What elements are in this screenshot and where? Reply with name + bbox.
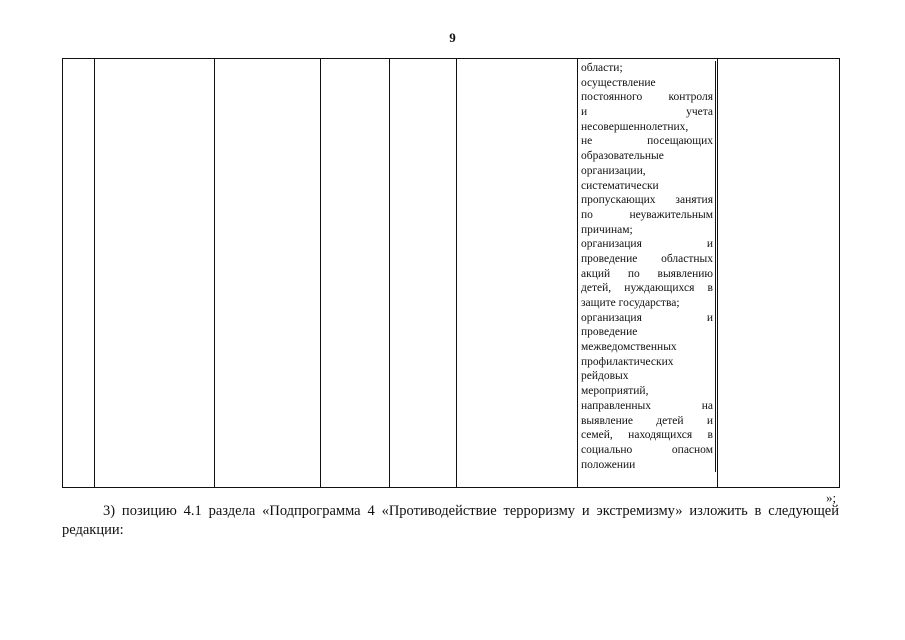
cell-text-line: детей, нуждающихся в bbox=[581, 282, 713, 295]
cell-text-line: выявление детей и bbox=[581, 414, 713, 427]
cell-text-line: направленных на bbox=[581, 399, 713, 412]
cell-text-line: не посещающих bbox=[581, 135, 713, 148]
cell-text-line: профилактических bbox=[581, 355, 674, 368]
cell-text-line: и учета bbox=[581, 106, 713, 119]
activities-text bbox=[578, 61, 716, 472]
cell-text-line: защите государства; bbox=[581, 297, 680, 309]
cell-text-line: по неуважительным bbox=[581, 208, 713, 221]
cell-text-line: организация и bbox=[581, 311, 713, 324]
cell-text-line: постоянного контроля bbox=[581, 91, 713, 104]
cell-text-line: организация и bbox=[581, 238, 713, 251]
cell-text-line: организации, bbox=[581, 164, 646, 177]
cell-text-line: проведение областных bbox=[581, 252, 713, 265]
page-number: 9 bbox=[449, 30, 456, 45]
cell-text-line: проведение bbox=[581, 326, 638, 339]
cell-text-line: акций по выявлению bbox=[581, 267, 713, 280]
cell-text-line: несовершеннолетних, bbox=[581, 120, 689, 133]
amendment-paragraph bbox=[62, 502, 839, 540]
cell-text-line: семей, находящихся в bbox=[581, 429, 713, 442]
closing-quote: »; bbox=[826, 490, 837, 505]
paragraph-line-1: 3) позицию 4.1 раздела «Подпрограмма 4 «Противодействие терроризму и экстремизму» изложить в следующей bbox=[103, 503, 839, 519]
paragraph-line-2: редакции: bbox=[62, 522, 124, 538]
cell-text-line: систематически bbox=[581, 179, 659, 192]
cell-text-line: мероприятий, bbox=[581, 385, 649, 398]
cell-text-line: осуществление bbox=[581, 76, 656, 89]
cell-text-line: образовательные bbox=[581, 150, 664, 163]
table-cell-4 bbox=[321, 59, 390, 488]
cell-text-line: причинам; bbox=[581, 223, 633, 236]
table-cell-3 bbox=[215, 59, 321, 488]
table-cell-6 bbox=[457, 59, 578, 488]
table-cell-2 bbox=[95, 59, 215, 488]
cell-text-line: рейдовых bbox=[581, 370, 629, 383]
table-cell-activities bbox=[578, 59, 718, 488]
table-row bbox=[63, 59, 840, 488]
document-table bbox=[62, 58, 840, 488]
table-cell-5 bbox=[390, 59, 457, 488]
cell-text-line: социально опасном bbox=[581, 443, 713, 456]
cell-text-line: положении bbox=[581, 458, 636, 471]
cell-text-line: области; bbox=[581, 62, 623, 74]
table-cell-1 bbox=[63, 59, 95, 488]
cell-text-line: межведомственных bbox=[581, 341, 677, 354]
table-cell-8 bbox=[718, 59, 840, 488]
cell-text-line: пропускающих занятия bbox=[581, 194, 713, 207]
